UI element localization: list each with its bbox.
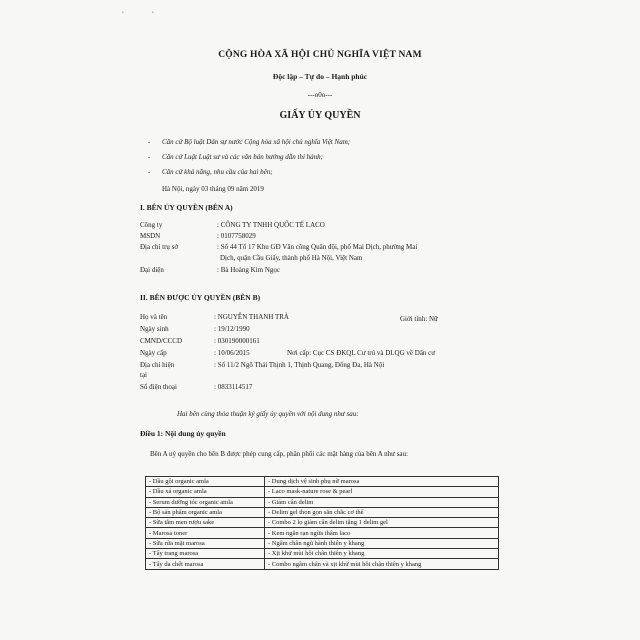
basis-item: - Căn cứ Bộ luật Dân sự nước Cộng hòa xã hội chủ nghĩa Việt Nam;: [148, 138, 351, 146]
table-row: [146, 507, 499, 517]
name-label: Họ và tên: [140, 313, 168, 321]
gender-value: Giới tính: Nữ: [400, 315, 438, 323]
issue-date-value: : 10/06/2015: [214, 349, 250, 357]
table-row: [146, 559, 499, 569]
table-row: [146, 528, 499, 538]
phone-label: Số điện thoại: [140, 383, 177, 391]
basis-text: Căn cứ Luật Luật sư và các văn bản hướng dẫn thi hành;: [162, 153, 324, 161]
table-row: [146, 538, 499, 548]
residence-label-cont: tại: [140, 371, 147, 379]
table-row: [146, 487, 499, 497]
name-value: : NGUYỄN THANH TRÀ: [214, 313, 289, 321]
tax-label: MSDN: [140, 232, 161, 240]
document-title: GIẤY ỦY QUYỀN: [279, 110, 361, 121]
scan-speck: •: [152, 11, 154, 16]
residence-label: Địa chỉ hiện: [140, 361, 175, 369]
product-right: - Kem ngăn rạn ngừa thâm laco: [265, 528, 499, 538]
product-left: - Marosa toner: [146, 528, 265, 538]
date-line: Hà Nội, ngày 03 tháng 09 năm 2019: [162, 185, 264, 193]
tax-value: : 0107758029: [217, 232, 256, 240]
product-table: [145, 476, 499, 570]
company-label: Công ty: [140, 221, 163, 229]
product-right: - Giảm cân delim: [265, 497, 499, 507]
agreement-line: Hai bên cùng thỏa thuận ký giấy ủy quyền với nội dung như sau:: [177, 410, 359, 418]
address-value-cont: Dịch, quận Cầu Giấy, thành phố Hà Nội, Việt Nam: [220, 254, 363, 262]
address-label: Địa chỉ trụ sở: [140, 243, 179, 251]
residence-value: : Số 11/2 Ngõ Thái Thịnh 1, Thịnh Quang, Đống Đa, Hà Nội: [214, 361, 385, 369]
party-a-heading: I. BÊN ỦY QUYỀN (BÊN A): [140, 203, 233, 212]
product-right: - Dung dịch vệ sinh phụ nữ marosa: [265, 477, 499, 487]
table-row: [146, 549, 499, 559]
party-b-heading: II. BÊN ĐƯỢC ỦY QUYỀN (BÊN B): [140, 293, 261, 302]
motto: Độc lập – Tự do – Hạnh phúc: [272, 72, 368, 81]
product-right: - Laco mask-nature rose & pearl: [265, 487, 499, 497]
product-right: - Ngâm chân ngũ hành thiên y khang: [265, 538, 499, 548]
product-right: - Combo ngâm chân và xịt khử mùi hôi chân thiên y khang: [265, 559, 499, 569]
basis-text: Căn cứ khả năng, nhu cầu của hai bên;: [162, 168, 273, 176]
product-left: - Bộ sản phẩm organic amla: [146, 507, 265, 517]
product-left: - Serum dưỡng tóc organic amla: [146, 497, 265, 507]
product-right: - Delim gel thon gọn săn chắc cơ thể: [265, 507, 499, 517]
article-1-intro: Bên A uỷ quyền cho bên B được phép cung cấp, phân phối các mặt hàng của bên A như sau:: [150, 450, 408, 458]
product-left: - Tẩy da chết marosa: [146, 559, 265, 569]
scan-speck: •: [122, 11, 124, 16]
product-left: - Sữa rửa mặt marosa: [146, 538, 265, 548]
id-value: : 030190000161: [214, 337, 260, 345]
dob-value: : 19/12/1990: [214, 325, 250, 333]
phone-value: : 0833114517: [214, 383, 253, 391]
company-value: : CÔNG TY TNHH QUỐC TẾ LACO: [217, 221, 325, 229]
rep-value: : Bà Hoàng Kim Ngọc: [217, 266, 280, 274]
product-left: - Dầu gội organic amla: [146, 477, 265, 487]
table-row: [146, 518, 499, 528]
article-1-heading: Điều 1: Nội dung ủy quyền: [140, 429, 226, 438]
product-left: - Sữa tắm men rượu sake: [146, 518, 265, 528]
basis-item: - Căn cứ Luật Luật sư và các văn bản hướng dẫn thi hành;: [148, 153, 324, 161]
product-right: - Xịt khử mùi hôi chân thiên y khang: [265, 549, 499, 559]
table-row: [146, 477, 499, 487]
ornament-divider: ---o0o---: [307, 91, 333, 99]
basis-item: - Căn cứ khả năng, nhu cầu của hai bên;: [148, 168, 273, 176]
product-left: - Tẩy trang marosa: [146, 549, 265, 559]
issue-place-value: Nơi cấp: Cục CS ĐKQL Cư trú và DLQG về Dân cư: [287, 349, 436, 357]
issue-date-label: Ngày cấp: [140, 349, 167, 357]
address-value: : Số 44 Tổ 17 Khu GĐ Văn công Quân đội, phố Mai Dịch, phường Mai: [217, 243, 418, 251]
product-left: - Dầu xả organic amla: [146, 487, 265, 497]
id-label: CMND/CCCD: [140, 337, 183, 345]
product-right: - Combo 2 lọ giảm cân delim tặng 1 delim gel: [265, 518, 499, 528]
rep-label: Đại diện: [140, 266, 164, 274]
nation-heading: CỘNG HÒA XÃ HỘI CHỦ NGHĨA VIỆT NAM: [218, 50, 422, 60]
dob-label: Ngày sinh: [140, 325, 169, 333]
basis-text: Căn cứ Bộ luật Dân sự nước Cộng hòa xã hội chủ nghĩa Việt Nam;: [162, 138, 351, 146]
table-row: [146, 497, 499, 507]
